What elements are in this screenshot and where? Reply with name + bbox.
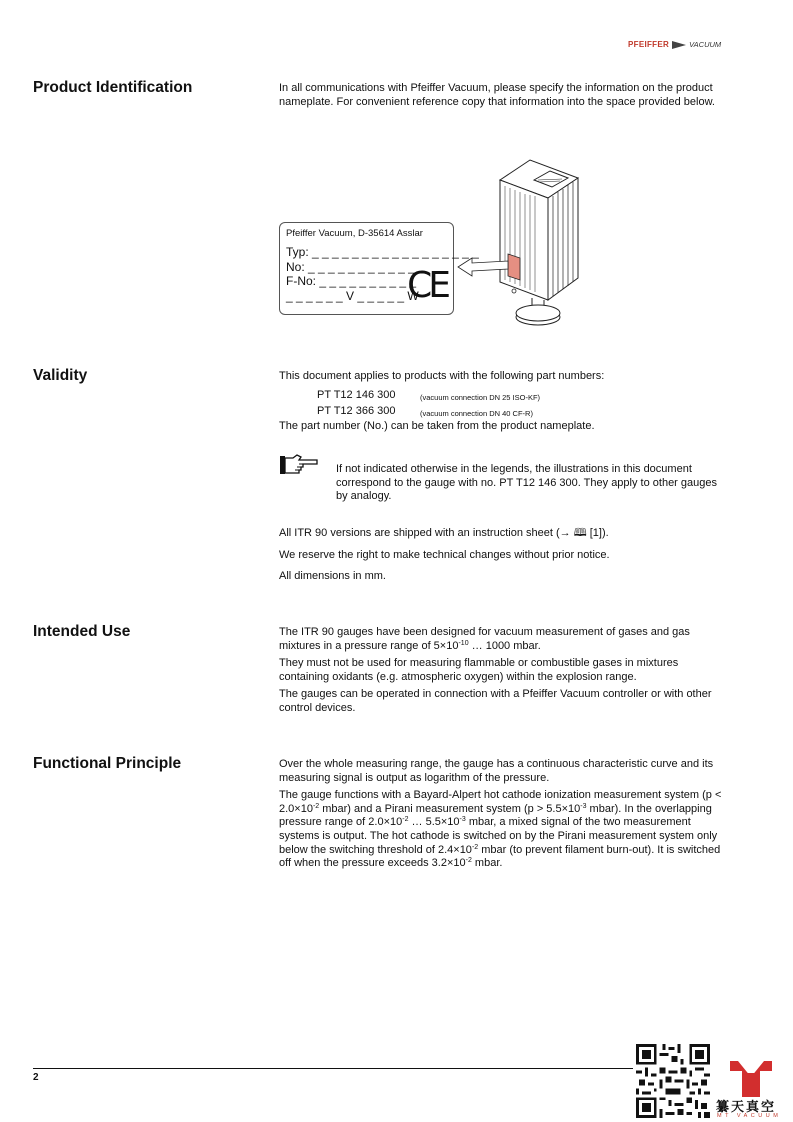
nameplate-illustration: [279, 222, 479, 315]
nameplate-vw: _ _ _ _ _ _ V _ _ _ _ _ W: [286, 288, 419, 303]
instruction-sheet-note: All ITR 90 versions are shipped with an instruction sheet (→ 🕮 [1]).: [279, 527, 609, 539]
intended-use-p2: They must not be used for measuring flammable or combustible gases in mixtures containing oxidants (e.g. atmospheric oxygen) within the explosion range.: [279, 657, 679, 683]
part-number: PT T12 146 300: [317, 389, 396, 401]
heading-functional-principle: Functional Principle: [33, 755, 182, 772]
logo-arrow-icon: [672, 41, 686, 49]
part-number-note: (vacuum connection DN 25 ISO-KF): [420, 393, 541, 402]
dimensions-note: All dimensions in mm.: [279, 570, 386, 582]
validity-intro: This document applies to products with the following part numbers:: [279, 370, 605, 382]
gauge-illustration: [450, 150, 600, 335]
nameplate-no: No: _ _ _ _ _ _ _ _ _ _ _ _: [286, 259, 425, 274]
intended-use-p1: The ITR 90 gauges have been designed for vacuum measurement of gases and gas mixtures in a pressure range of $5\times 10^{-10}$ … 1000 mbar.: [279, 626, 690, 652]
pointing-hand-icon: [279, 454, 319, 476]
mt-english-name: MT VACUUM: [717, 1113, 782, 1119]
part-number-row: [317, 405, 540, 421]
part-number: PT T12 366 300: [317, 404, 396, 417]
footer-rule: [33, 1068, 633, 1069]
nameplate-typ: Typ: _ _ _ _ _ _ _ _ _ _ _ _ _ _ _ _ _: [286, 245, 479, 259]
illustration-note: If not indicated otherwise in the legends, the illustrations in this document correspond to the gauge with no. PT T12 146 300. They apply to other gauges by analogy.: [336, 463, 717, 503]
part-number-list: [317, 389, 540, 420]
heading-validity: Validity: [33, 367, 88, 384]
heading-intended-use: Intended Use: [33, 623, 131, 640]
part-number-row: [317, 389, 540, 405]
intended-use-p3: The gauges can be operated in connection with a Pfeiffer Vacuum controller or with other control devices.: [279, 688, 712, 714]
part-number-note: (vacuum connection DN 40 CF-R): [420, 408, 533, 418]
nameplate-title: Pfeiffer Vacuum, D-35614 Asslar: [286, 228, 423, 239]
pfeiffer-logo: [628, 40, 721, 49]
logo-sub: VACUUM: [689, 40, 722, 49]
ce-mark: CE: [407, 265, 447, 306]
functional-principle-p2: The gauge functions with a Bayard-Alpert hot cathode ionization measurement system ($p < 2.0\times 10^{-2}$ mbar) and a Pirani measurement system ($p > 5.5\times 10^{-3}$ mbar). In the overlapping pressure range of $2.0\times 10^{-2}$ … $5.5\times 10^{-3}$ mbar, a mixed signal of the two measurement systems is output. The hot cathode is switched on by the Pirani measurement system only below the switching threshold of $2.4\times 10^{-2}$ mbar (to prevent filament burn-out). It is switched off when the pressure exceeds $3.2\times 10^{-2}$ mbar.: [279, 789, 722, 870]
qr-code-icon: [636, 1044, 710, 1118]
nameplate-fno: F-No: _ _ _ _ _ _ _ _ _ _: [286, 274, 417, 288]
page-number: 2: [33, 1072, 39, 1083]
technical-changes-note: We reserve the right to make technical changes without prior notice.: [279, 549, 610, 561]
heading-product-identification: Product Identification: [33, 79, 193, 96]
functional-principle-p1: Over the whole measuring range, the gauge has a continuous characteristic curve and its measuring signal is output as logarithm of the pressure.: [279, 758, 714, 784]
mt-chinese-name: 纂天真空: [716, 1099, 777, 1114]
nameplate-note: The part number (No.) can be taken from the product nameplate.: [279, 420, 595, 432]
intended-use-text: [279, 626, 729, 720]
functional-principle-text: [279, 758, 729, 875]
logo-brand: PFEIFFER: [628, 40, 670, 49]
product-identification-text: In all communications with Pfeiffer Vacuum, please specify the information on the product nameplate. For convenient reference copy that information into the space provided below.: [279, 82, 715, 108]
